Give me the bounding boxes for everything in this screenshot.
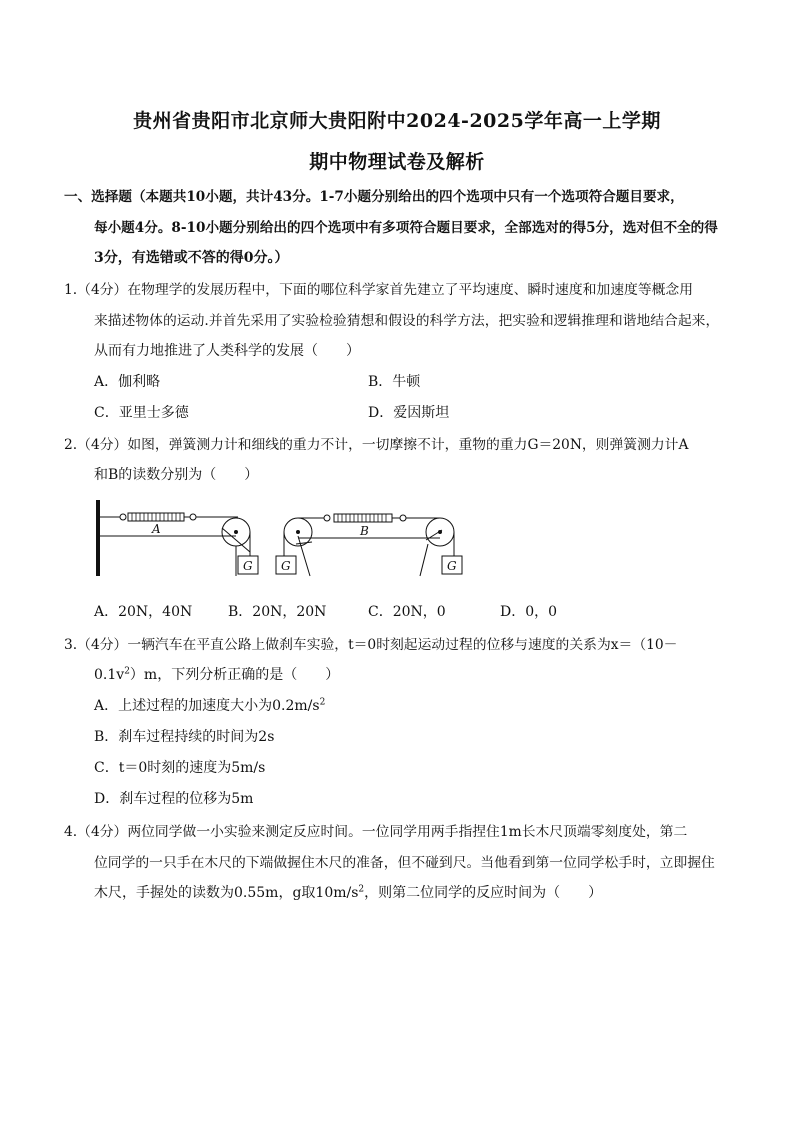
q4-stem-line3: 木尺，手握处的读数为0.55m，g取$10m/s^2$，则第二位同学的反应时间为（ ） bbox=[94, 884, 603, 901]
q3-stem-line2: $0.1v^2)m$，下列分析正确的是（ ） bbox=[94, 666, 340, 683]
spring-scale-b bbox=[334, 514, 392, 522]
q3-option-c: C．t＝0时刻的速度为5m/s bbox=[94, 760, 266, 776]
q1-option-d: D．爱因斯坦 bbox=[368, 405, 450, 421]
q1-stem-line3: 从而有力地推进了人类科学的发展（ ） bbox=[94, 343, 360, 359]
q2-stem-line1: 2.（4分）如图，弹簧测力计和细线的重力不计，一切摩擦不计，重物的重力G＝20N，则弹簧测力计A bbox=[64, 437, 689, 453]
section-intro-line3: 3分，有选错或不答的得0分。） bbox=[94, 250, 289, 266]
label-b: B bbox=[360, 524, 369, 538]
section-intro-line1: 一、选择题（本题共10小题，共计43分。1-7小题分别给出的四个选项中只有一个选项符合题目要求， bbox=[64, 189, 684, 205]
label-a: A bbox=[152, 522, 161, 536]
svg-text:G: G bbox=[243, 559, 253, 573]
q2-option-d: D．0，0 bbox=[500, 604, 558, 620]
q3-option-b: B．刹车过程持续的时间为2s bbox=[94, 729, 275, 745]
page-title-line1: 贵州省贵阳市北京师大贵阳附中2024-2025学年高一上学期 bbox=[133, 110, 661, 132]
q1-stem-line1: 1.（4分）在物理学的发展历程中，下面的哪位科学家首先建立了平均速度、瞬时速度和加速度等概念用 bbox=[64, 282, 694, 298]
page-title-line2: 期中物理试卷及解析 bbox=[309, 151, 485, 173]
q2-option-a: A．20N，40N bbox=[94, 604, 193, 620]
wall bbox=[96, 500, 100, 576]
q1-stem-line2: 来描述物体的运动.并首先采用了实验检验猜想和假设的科学方法，把实验和逻辑推理和谐地结合起来， bbox=[94, 313, 720, 329]
q3-option-a: A．上述过程的加速度大小为$0.2m/s^2$ bbox=[94, 697, 326, 714]
q4-stem-line1: 4.（4分）两位同学做一小实验来测定反应时间。一位同学用两手指捏住1m长木尺顶端零刻度处，第二 bbox=[64, 824, 688, 840]
q1-option-a: A．伽利略 bbox=[94, 374, 161, 390]
q3-stem-line1: 3.（4分）一辆汽车在平直公路上做刹车实验，t＝0时刻起运动过程的位移与速度的关系为x＝（10－ bbox=[64, 637, 678, 653]
svg-text:G: G bbox=[447, 559, 457, 573]
q2-figure bbox=[90, 500, 470, 582]
q3-option-d: D．刹车过程的位移为5m bbox=[94, 791, 254, 807]
q2-option-c: C．20N，0 bbox=[368, 604, 446, 620]
q2-stem-line2: 和B的读数分别为（ ） bbox=[94, 467, 259, 483]
q1-option-c: C．亚里士多德 bbox=[94, 405, 189, 421]
section-intro-line2: 每小题4分。8-10小题分别给出的四个选项中有多项符合题目要求，全部选对的得5分，选对但不全的得 bbox=[94, 220, 718, 236]
q2-option-b: B．20N，20N bbox=[228, 604, 327, 620]
q4-stem-line2: 位同学的一只手在木尺的下端做握住木尺的准备，但不碰到尺。当他看到第一位同学松手时，立即握住 bbox=[94, 855, 715, 871]
svg-text:G: G bbox=[281, 559, 291, 573]
q1-option-b: B．牛顿 bbox=[368, 374, 421, 390]
